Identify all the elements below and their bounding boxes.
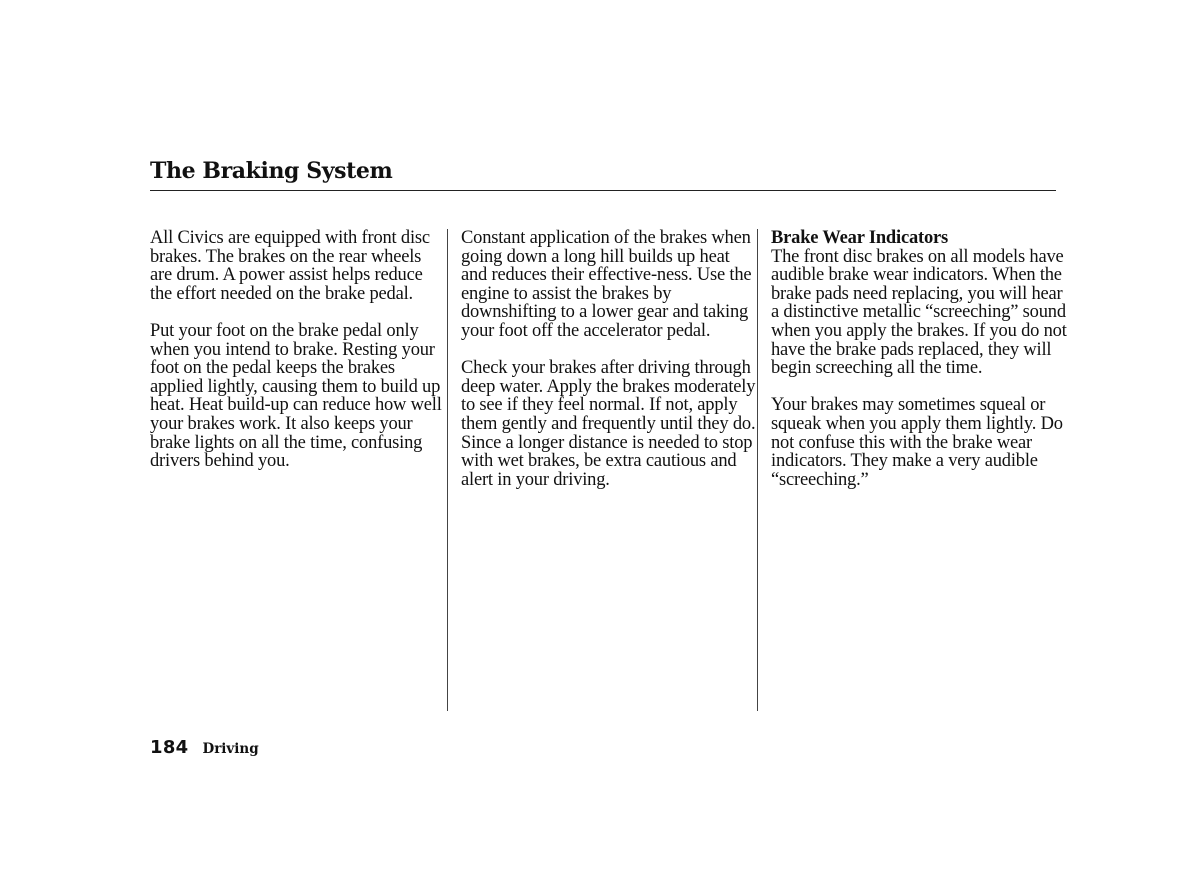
page-number: 184 [150, 737, 189, 758]
paragraph-brake-equipment: All Civics are equipped with front disc brakes. The brakes on the rear wheels are drum. A power assist helps reduce the effort needed on the brake pedal. [150, 228, 430, 304]
paragraph-resting-foot: Put your foot on the brake pedal only when you intend to brake. Resting your foot on the pedal keeps the brakes applied lightly, causing them to build up heat. Heat build-up can reduce how well your brakes work. It also keeps your brake lights on all the time, confusing drivers behind you. [150, 320, 442, 472]
paragraph-wet-brakes: Check your brakes after driving through deep water. Apply the brakes moderately to see if they feel normal. If not, apply them gently and frequently until they do. Since a longer distance is needed to stop with wet brakes, be extra cautious and alert in your driving. [461, 358, 756, 490]
paragraph-wear-indicators: The front disc brakes on all models have audible brake wear indicators. When the brake pads need replacing, you will hear a distinctive metallic “screeching” sound when you apply the brakes. If you do not have the brake pads replaced, they will begin screeching all the time. [771, 246, 1067, 379]
page-footer [150, 737, 259, 758]
page-title: The Braking System [150, 158, 393, 184]
section-heading-wear-indicators: Brake Wear Indicators [771, 228, 949, 248]
column-left [150, 229, 446, 489]
section-name: Driving [202, 741, 259, 757]
column-right [771, 229, 1067, 508]
column-middle [461, 229, 757, 508]
column-divider [757, 229, 758, 711]
paragraph-squeal: Your brakes may sometimes squeal or squeak when you apply them lightly. Do not confuse this with the brake wear indicators. They make a very audible “screeching.” [771, 395, 1063, 490]
paragraph-downhill-braking: Constant application of the brakes when going down a long hill builds up heat and reduces their effective-ness. Use the engine to assist the brakes by downshifting to a lower gear and taking your foot off the accelerator pedal. [461, 228, 752, 341]
column-divider [447, 229, 448, 711]
title-rule [150, 190, 1056, 191]
